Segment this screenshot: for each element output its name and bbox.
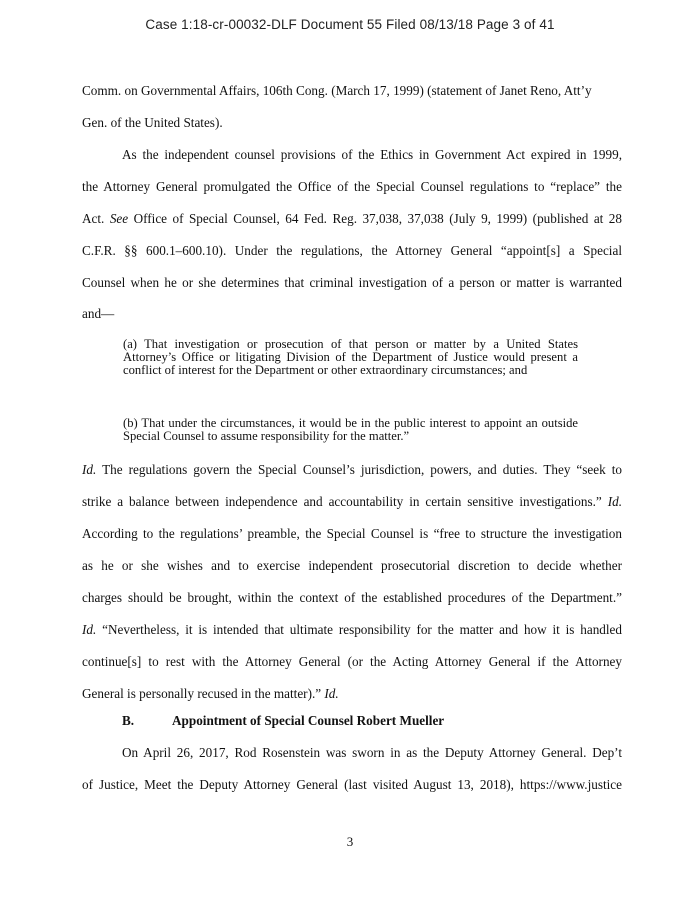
body-line: General is personally recused in the matter).” Id.: [82, 686, 339, 701]
body-line: Act. See Office of Special Counsel, 64 Fed. Reg. 37,038, 37,038 (July 9, 1999) (published at 28: [82, 211, 622, 226]
page-number: 3: [346, 834, 354, 849]
body-line: of Justice, Meet the Deputy Attorney General (last visited August 13, 2018), https://www.justice: [82, 777, 622, 792]
body-line: Id. The regulations govern the Special Counsel’s jurisdiction, powers, and duties. They “seek to: [82, 462, 622, 477]
body-line: as he or she wishes and to exercise independent prosecutorial discretion to decide whether: [82, 558, 622, 573]
body-line: C.F.R. §§ 600.1–600.10). Under the regulations, the Attorney General “appoint[s] a Special: [82, 243, 622, 258]
signal-see: See: [109, 211, 129, 226]
block-quote-a: (a) That investigation or prosecution of that person or matter by a United States Attorney’s Office or litigating Division of the Department of Justice would present a conflict of interest for the Department or other extraordinary circumstances; and: [123, 337, 578, 378]
body-line: Comm. on Governmental Affairs, 106th Cong. (March 17, 1999) (statement of Janet Reno, Att’y: [82, 83, 592, 98]
citation-id: Id.: [607, 494, 622, 509]
body-line: According to the regulations’ preamble, the Special Counsel is “free to structure the investigation: [82, 526, 622, 541]
section-title: Appointment of Special Counsel Robert Mueller: [172, 713, 445, 728]
citation-id: Id.: [82, 622, 97, 637]
body-line: continue[s] to rest with the Attorney General (or the Acting Attorney General if the Attorney: [82, 654, 622, 669]
body-line: the Attorney General promulgated the Office of the Special Counsel regulations to “replace” the: [82, 179, 622, 194]
body-line: Counsel when he or she determines that criminal investigation of a person or matter is warranted: [82, 275, 622, 290]
body-line: Gen. of the United States).: [82, 115, 223, 130]
body-line: As the independent counsel provisions of the Ethics in Government Act expired in 1999,: [122, 147, 622, 162]
ecf-header: Case 1:18-cr-00032-DLF Document 55 Filed 08/13/18 Page 3 of 41: [145, 17, 555, 32]
section-heading: [122, 713, 444, 729]
block-quote-b: (b) That under the circumstances, it would be in the public interest to appoint an outside Special Counsel to assume responsibility for the matter.”: [123, 416, 578, 444]
body-line: and—: [82, 306, 115, 321]
body-line: Id. “Nevertheless, it is intended that ultimate responsibility for the matter and how it is handled: [82, 622, 622, 637]
citation-id: Id.: [324, 686, 339, 701]
body-line: On April 26, 2017, Rod Rosenstein was sworn in as the Deputy Attorney General. Dep’t: [122, 745, 622, 760]
body-line: strike a balance between independence and accountability in certain sensitive investigations.” Id.: [82, 494, 622, 509]
body-line: charges should be brought, within the context of the established procedures of the Department.”: [82, 590, 622, 605]
section-number: B.: [122, 713, 135, 728]
citation-id: Id.: [82, 462, 97, 477]
